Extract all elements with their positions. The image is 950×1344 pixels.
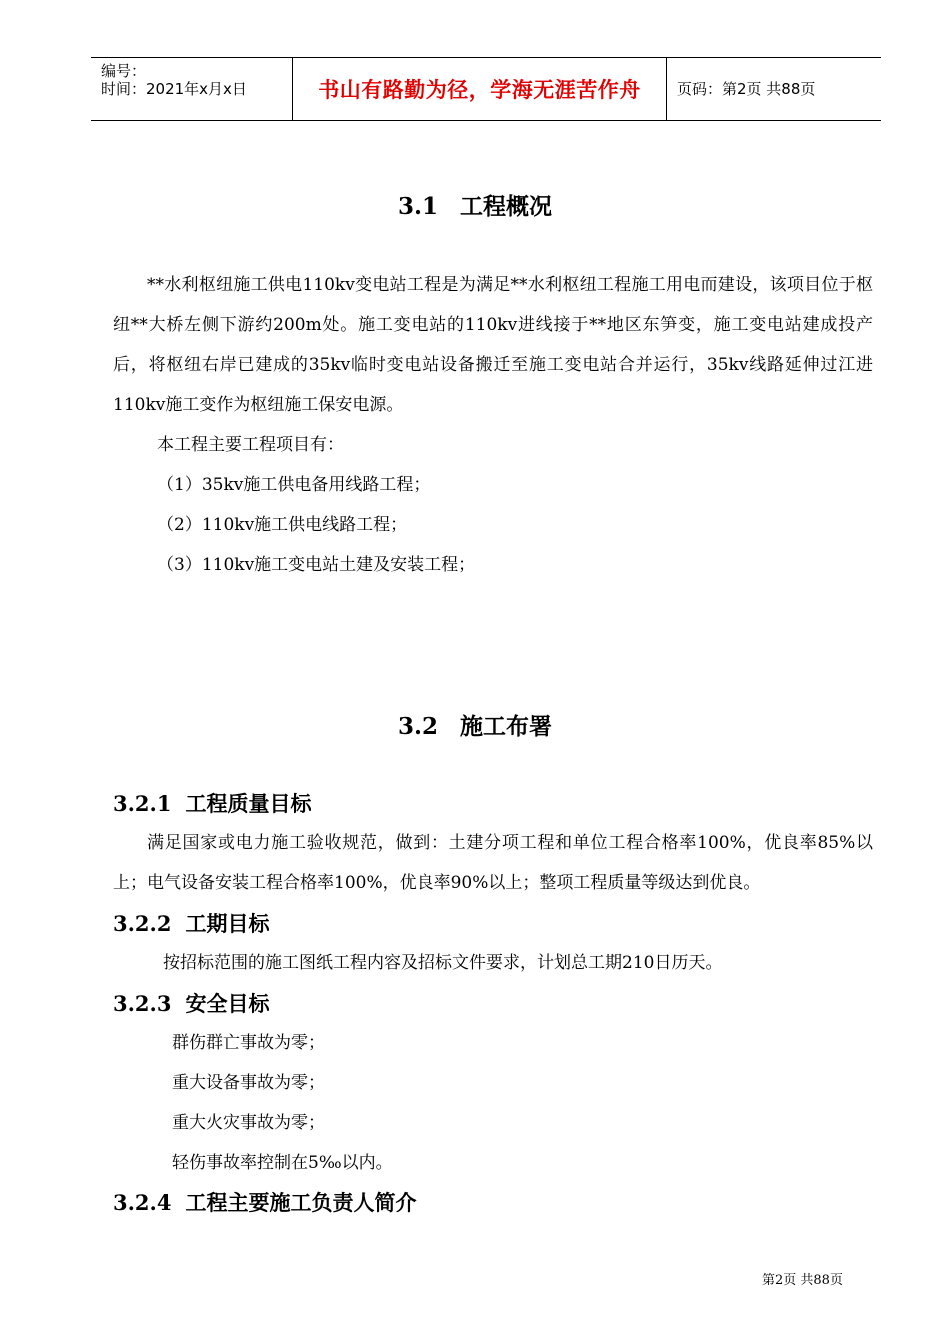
header-page-cell [667,58,881,120]
subsection-number: 3.2.3 [113,991,172,1016]
section-number: 3.1 [397,193,438,220]
motto-text: 书山有路勤为径，学海无涯苦作舟 [318,78,641,102]
page-header [91,57,881,121]
project-overview-paragraph: **水利枢纽施工供电110kv变电站工程是为满足**水利枢纽工程施工用电而建设，该项目位于枢纽**大桥左侧下游约200m处。施工变电站的110kv进线接于**地区东笋变，施工变电站建成投产后，将枢纽右岸已建成的35kv临时变电站设备搬迁至施工变电站合并运行，35kv线路延伸过江进110kv施工变作为枢纽施工保安电源。 [113,275,873,415]
subsection-3-2-4-heading [113,1187,416,1217]
header-page-info: 页码：第2页 共88页 [677,79,816,98]
section-title: 施工布署 [460,713,552,740]
project-item-2: （2）110kv施工供电线路工程； [157,515,408,535]
project-item-1: （1）35kv施工供电备用线路工程； [157,475,431,495]
subsection-number: 3.2.2 [113,911,172,936]
safety-item-4: 轻伤事故率控制在5‰以内。 [172,1153,393,1173]
section-title: 工程概况 [460,193,552,220]
number-label: 编号： [101,62,147,80]
project-item-3: （3）110kv施工变电站土建及安装工程； [157,555,476,575]
subsection-number: 3.2.4 [113,1190,172,1215]
header-motto-cell [293,58,667,120]
subsection-title: 工程主要施工负责人简介 [185,1190,417,1215]
safety-item-1: 群伤群亡事故为零； [172,1033,325,1053]
subsection-number: 3.2.1 [113,791,172,816]
items-intro: 本工程主要工程项目有： [157,435,344,455]
header-meta-cell [91,58,293,120]
subsection-3-2-1-heading [113,788,311,818]
schedule-target-text: 按招标范围的施工图纸工程内容及招标文件要求，计划总工期210日历天。 [163,953,723,973]
section-3-1-heading [0,188,950,221]
time-label: 时间：2021年x月x日 [101,80,247,98]
subsection-title: 工期目标 [185,911,270,936]
section-number: 3.2 [397,713,438,740]
section-3-2-heading [0,708,950,741]
safety-item-2: 重大设备事故为零； [172,1073,325,1093]
safety-item-3: 重大火灾事故为零； [172,1113,325,1133]
quality-target-paragraph: 满足国家或电力施工验收规范，做到：土建分项工程和单位工程合格率100%，优良率85%以上；电气设备安装工程合格率100%，优良率90%以上；整项工程质量等级达到优良。 [113,833,873,893]
subsection-title: 工程质量目标 [185,791,312,816]
subsection-3-2-3-heading [113,988,269,1018]
footer-page-info: 第2页 共88页 [762,1273,843,1288]
subsection-3-2-2-heading [113,908,269,938]
subsection-title: 安全目标 [185,991,270,1016]
